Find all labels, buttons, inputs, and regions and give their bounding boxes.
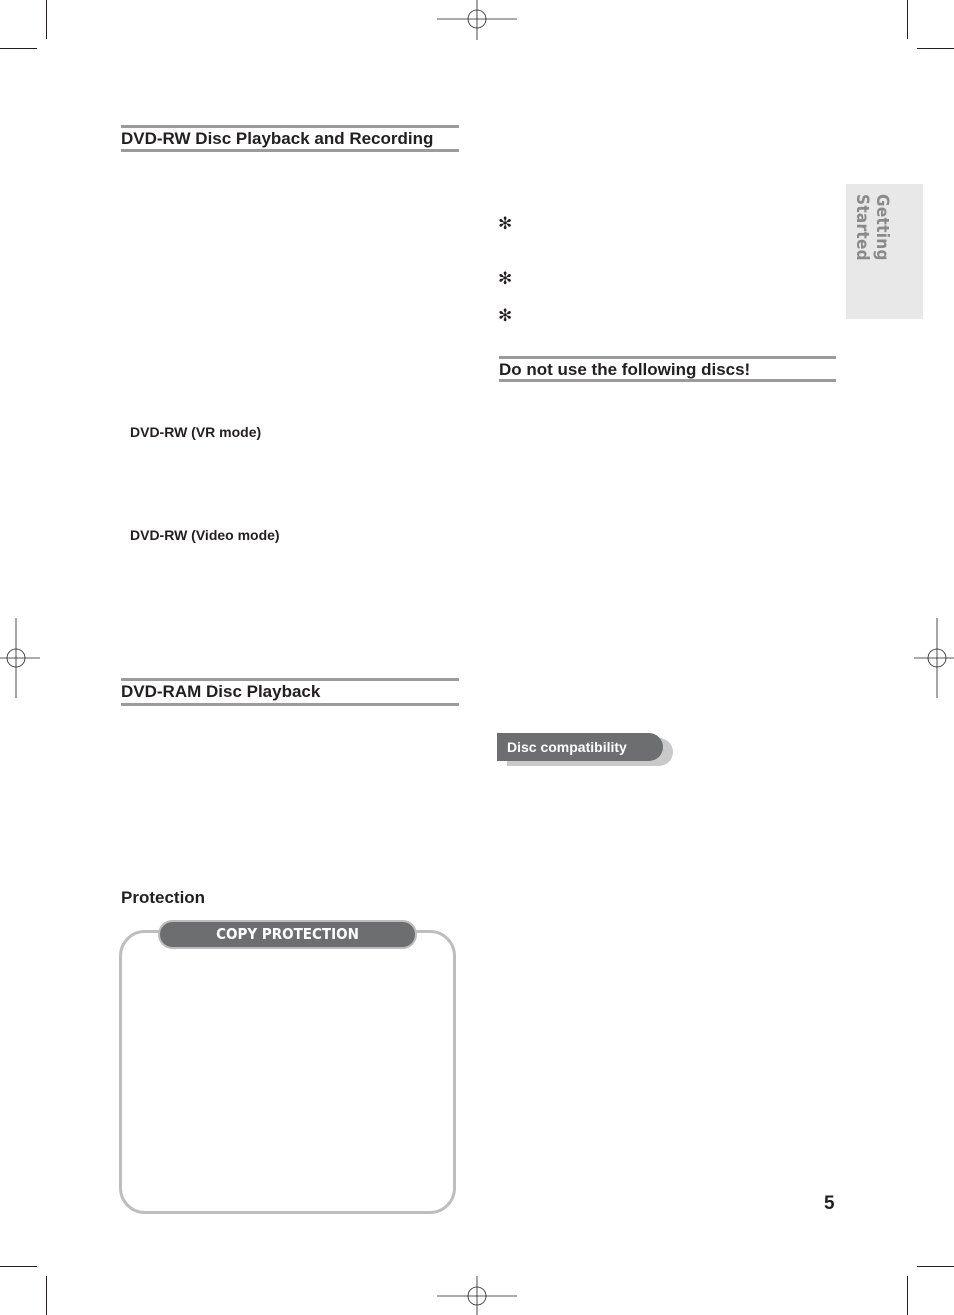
note-asterisk-icon: ✻ (498, 269, 513, 289)
do-not-use-heading-text: Do not use the following discs! (499, 360, 751, 379)
dvd-ram-heading (121, 678, 459, 706)
dvd-ram-heading-text: DVD-RAM Disc Playback (121, 682, 321, 701)
crop-mark (46, 1276, 47, 1315)
crop-mark (0, 48, 37, 49)
crop-mark (917, 1266, 954, 1267)
dvd-rw-heading-text: DVD-RW Disc Playback and Recording (121, 129, 434, 148)
crop-mark (907, 0, 908, 39)
page-number: 5 (824, 1193, 835, 1214)
side-tab-label: Getting Started (852, 194, 892, 261)
side-tab-getting-started (846, 184, 923, 319)
note-asterisk-icon: ✻ (498, 214, 513, 234)
protection-label: Protection (121, 888, 206, 907)
copy-protection-title: COPY PROTECTION (158, 920, 417, 949)
crop-mark (907, 1276, 908, 1315)
registration-mark-right (914, 618, 954, 698)
note-asterisk-icon: ✻ (498, 306, 513, 326)
video-mode-label: DVD-RW (Video mode) (130, 527, 280, 543)
vr-mode-label: DVD-RW (VR mode) (130, 424, 262, 440)
registration-mark-left (0, 618, 40, 698)
dvd-rw-heading (121, 125, 459, 152)
crop-mark (0, 1266, 37, 1267)
registration-mark-top (437, 0, 517, 40)
disc-compat-pill: Disc compatibility (497, 733, 663, 761)
crop-mark (46, 0, 47, 39)
registration-mark-bottom (437, 1276, 517, 1315)
do-not-use-heading (499, 356, 836, 382)
copy-protection-box (119, 930, 456, 1214)
crop-mark (917, 48, 954, 49)
